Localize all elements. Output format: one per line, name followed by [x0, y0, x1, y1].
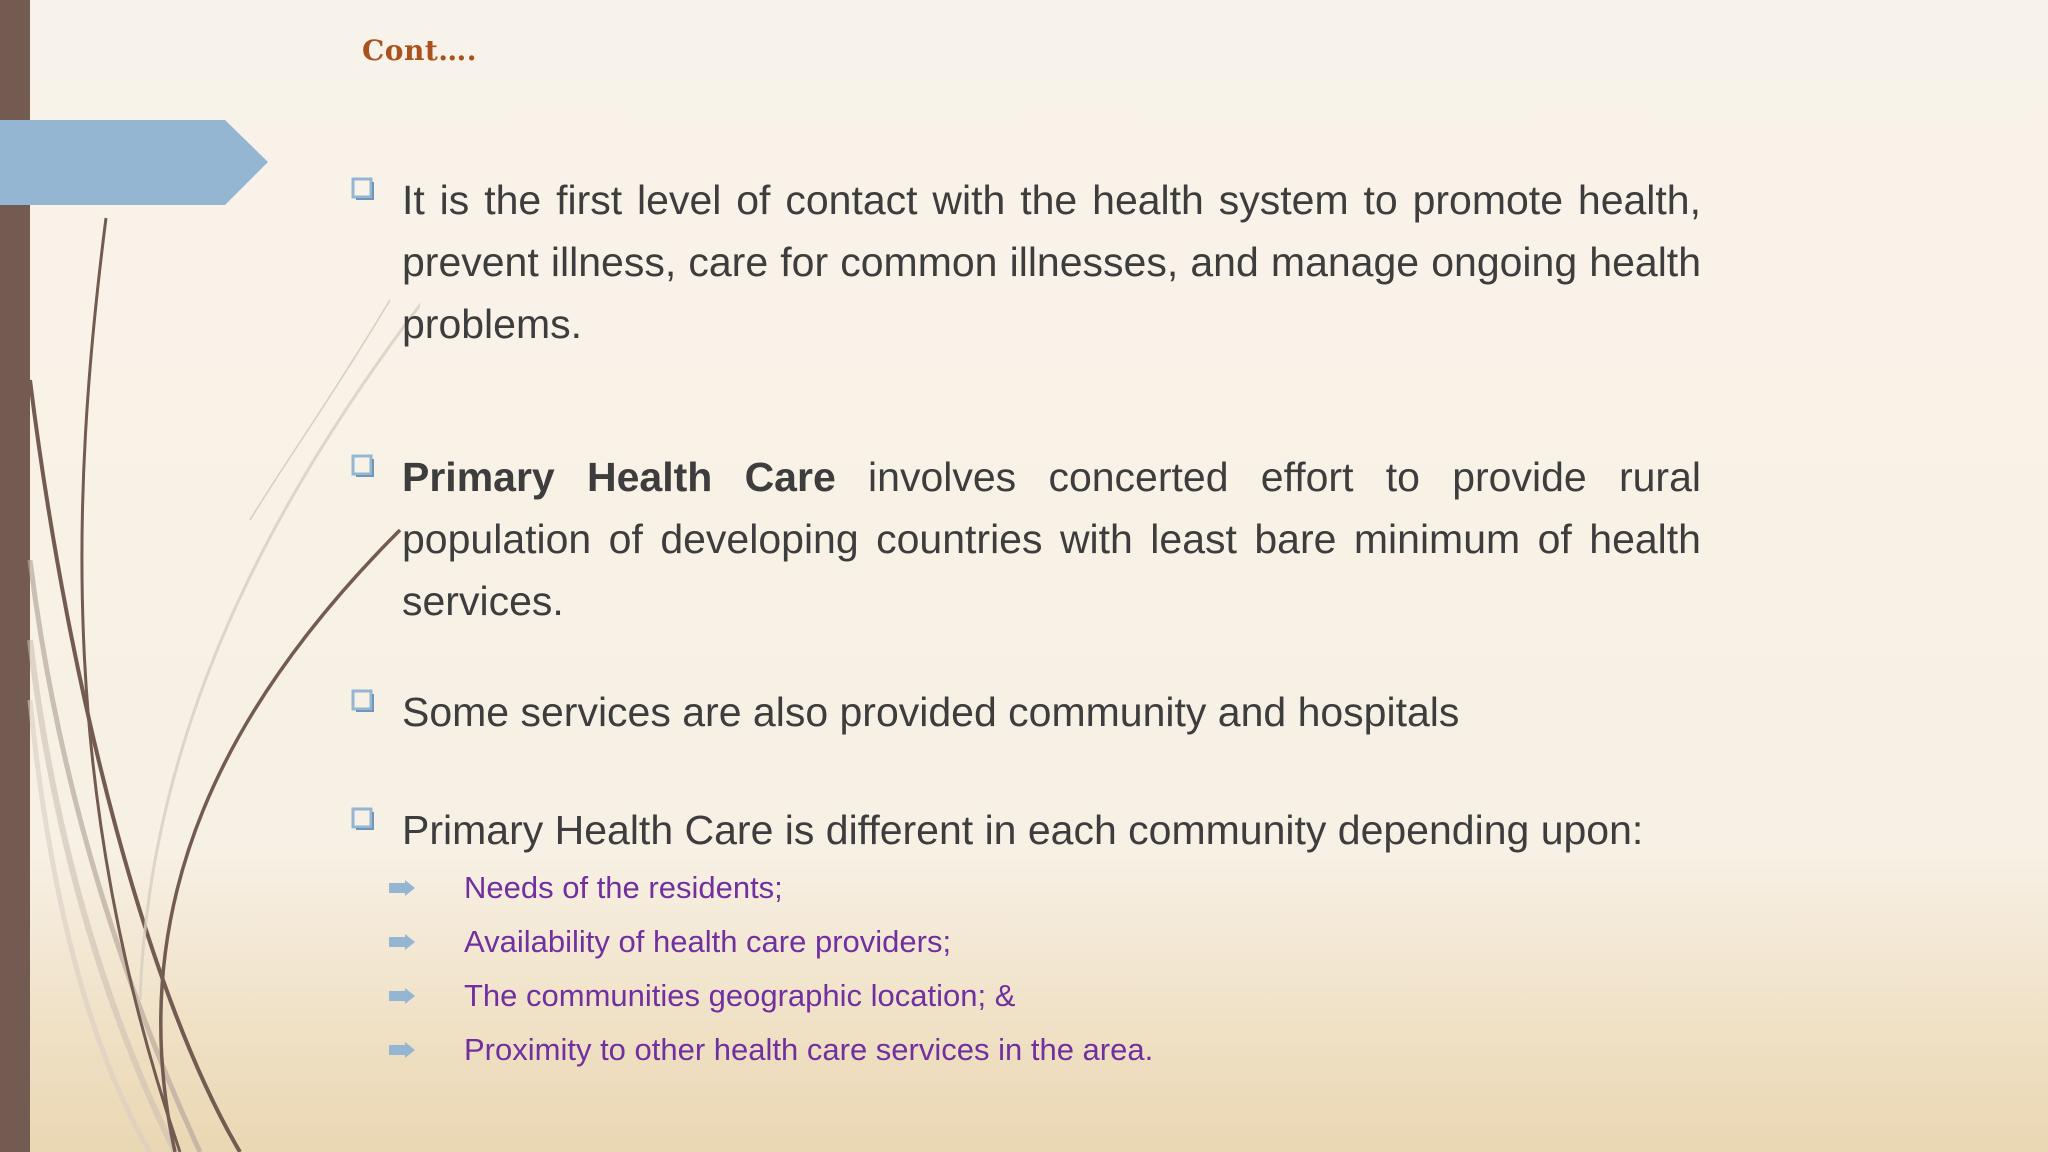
- sub-bullet-item: [389, 1024, 1589, 1078]
- arrow-bullet-icon: [389, 1042, 415, 1058]
- arrow-bullet-icon: [389, 988, 415, 1004]
- arrow-bullet-icon: [389, 880, 415, 896]
- bullet-text: [402, 169, 1701, 355]
- bullet-body-text: Primary Health Care is different in each community depending upon:: [402, 807, 1644, 853]
- sub-bullet-list: [389, 862, 1589, 1078]
- bullet-item: [351, 681, 1701, 743]
- bullet-item: [351, 169, 1701, 355]
- slide-content: [351, 0, 1701, 1152]
- sub-bullet-item: [389, 970, 1589, 1024]
- bullet-item: [351, 446, 1701, 632]
- bullet-text: [402, 681, 1701, 743]
- bullet-text: [402, 446, 1701, 632]
- hollow-square-bullet-icon: [351, 454, 375, 478]
- bullet-bold-text: Primary Health Care: [402, 454, 836, 500]
- bullet-item: [351, 799, 1701, 861]
- slide-title: Cont….: [362, 34, 477, 67]
- sub-bullet-text: Needs of the residents;: [464, 870, 783, 905]
- sub-bullet-text: Proximity to other health care services in the area.: [464, 1032, 1154, 1067]
- sub-bullet-item: [389, 862, 1589, 916]
- arrow-bullet-icon: [389, 934, 415, 950]
- hollow-square-bullet-icon: [351, 807, 375, 831]
- sub-bullet-text: Availability of health care providers;: [464, 924, 952, 959]
- bullet-text: [402, 799, 1701, 861]
- title-arrow-tab: [0, 120, 268, 205]
- sub-bullet-item: [389, 916, 1589, 970]
- bullet-body-text: It is the first level of contact with the health system to promote health, prevent illness, care for common illnesses, and manage ongoing health problems.: [402, 177, 1701, 347]
- bullet-body-text: involves concerted effort to provide rural population of developing countries with least bare minimum of health services.: [402, 454, 1701, 624]
- bullet-body-text: Some services are also provided community and hospitals: [402, 689, 1460, 735]
- sub-bullet-text: The communities geographic location; &: [464, 978, 1016, 1013]
- hollow-square-bullet-icon: [351, 689, 375, 713]
- hollow-square-bullet-icon: [351, 177, 375, 201]
